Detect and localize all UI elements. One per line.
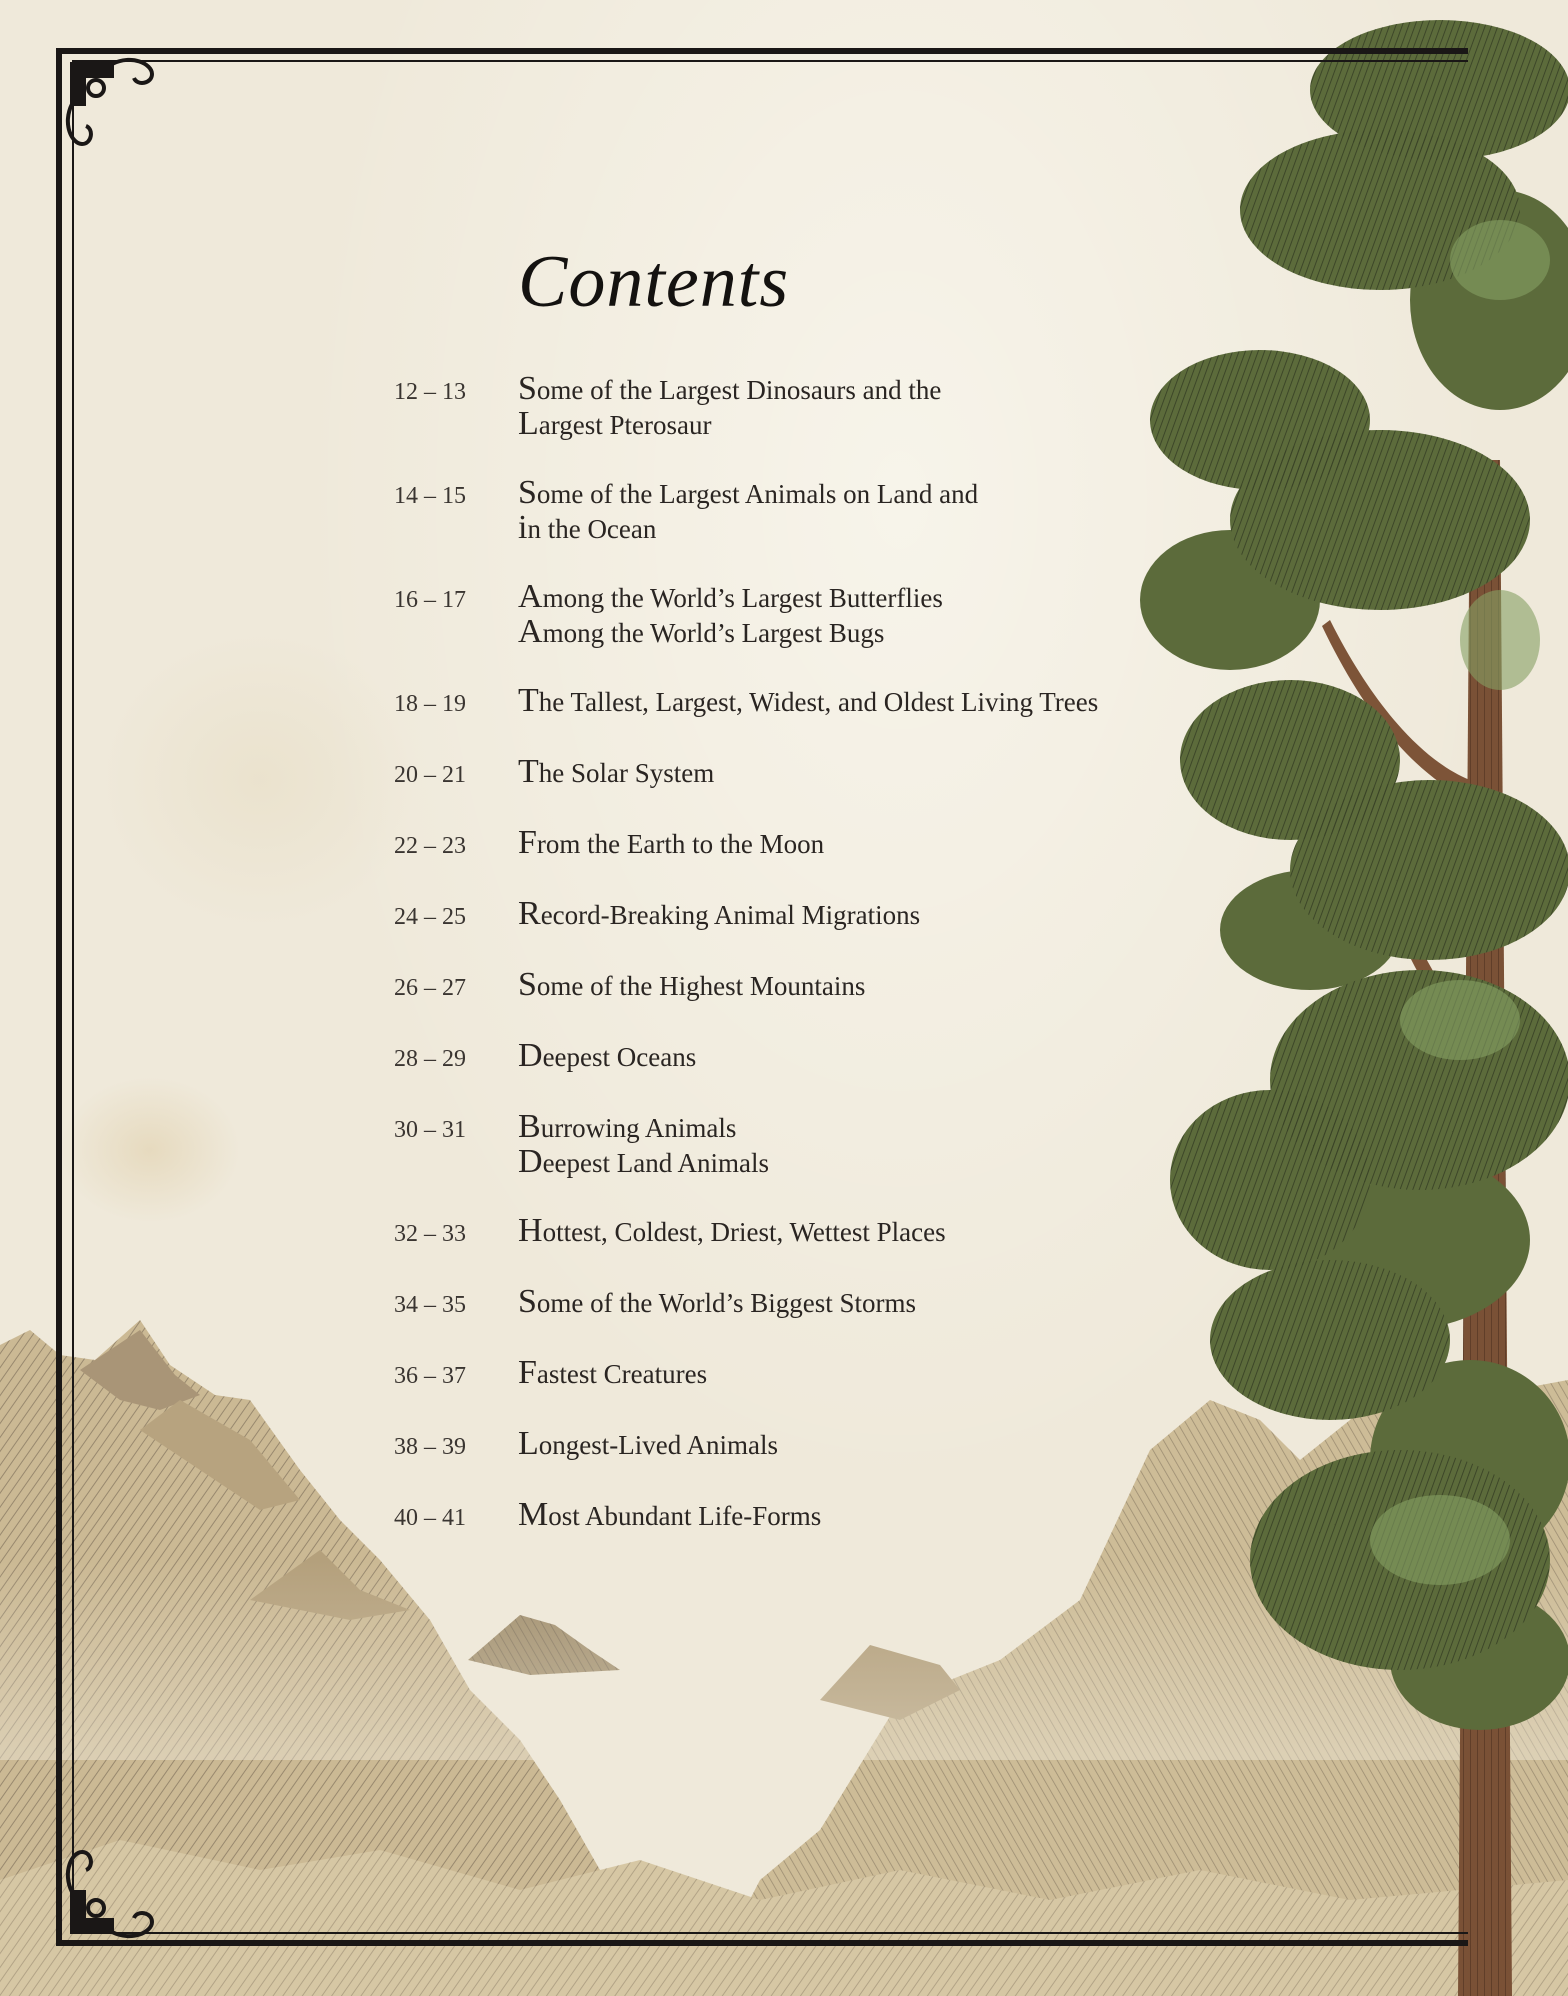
toc-page-range: 18 – 19	[394, 691, 466, 717]
table-of-contents	[394, 372, 1174, 1569]
toc-entry[interactable]	[394, 1285, 1174, 1322]
toc-title-line: Longest-Lived Animals	[518, 1425, 778, 1462]
toc-page-range: 34 – 35	[394, 1292, 466, 1318]
toc-title-line: Fastest Creatures	[518, 1354, 708, 1391]
toc-title-line: in the Ocean	[518, 509, 657, 546]
toc-entry[interactable]	[394, 684, 1174, 721]
toc-title-line: Some of the World’s Biggest Storms	[518, 1283, 916, 1320]
toc-entry[interactable]	[394, 1110, 1174, 1180]
toc-title-line: The Solar System	[518, 753, 715, 790]
toc-page-range: 20 – 21	[394, 762, 466, 788]
toc-title-line: Some of the Highest Mountains	[518, 966, 866, 1003]
toc-page-range: 28 – 29	[394, 1046, 466, 1072]
ornament-corner-top-left-icon	[52, 44, 172, 164]
toc-title-line: Some of the Largest Dinosaurs and the	[518, 370, 942, 407]
toc-entry[interactable]	[394, 968, 1174, 1005]
toc-page-range: 40 – 41	[394, 1505, 466, 1531]
toc-title-line: Hottest, Coldest, Driest, Wettest Places	[518, 1212, 946, 1249]
toc-title-line: Deepest Oceans	[518, 1037, 697, 1074]
toc-page-range: 14 – 15	[394, 483, 466, 509]
toc-title-line: Among the World’s Largest Bugs	[518, 613, 885, 650]
toc-page-range: 16 – 17	[394, 587, 466, 613]
toc-page-range: 22 – 23	[394, 833, 466, 859]
toc-title-line: Burrowing Animals	[518, 1108, 737, 1145]
toc-title-line: The Tallest, Largest, Widest, and Oldest Living Trees	[518, 682, 1099, 719]
toc-entry[interactable]	[394, 476, 1174, 546]
page-title: Contents	[518, 241, 790, 323]
toc-entry[interactable]	[394, 1498, 1174, 1535]
toc-title-line: Record-Breaking Animal Migrations	[518, 895, 921, 932]
toc-entry[interactable]	[394, 755, 1174, 792]
toc-title-line: Deepest Land Animals	[518, 1143, 770, 1180]
toc-page-range: 12 – 13	[394, 379, 466, 405]
toc-entry[interactable]	[394, 372, 1174, 442]
toc-page-range: 38 – 39	[394, 1434, 466, 1460]
toc-title-line: Among the World’s Largest Butterflies	[518, 578, 943, 615]
toc-page-range: 24 – 25	[394, 904, 466, 930]
toc-entry[interactable]	[394, 897, 1174, 934]
toc-page-range: 32 – 33	[394, 1221, 466, 1247]
toc-page-range: 30 – 31	[394, 1117, 466, 1143]
toc-entry[interactable]	[394, 1039, 1174, 1076]
toc-page-range: 26 – 27	[394, 975, 466, 1001]
toc-entry[interactable]	[394, 1214, 1174, 1251]
toc-entry[interactable]	[394, 826, 1174, 863]
toc-title-line: Some of the Largest Animals on Land and	[518, 474, 979, 511]
toc-page-range: 36 – 37	[394, 1363, 466, 1389]
toc-entry[interactable]	[394, 1356, 1174, 1393]
toc-entry[interactable]	[394, 580, 1174, 650]
toc-entry[interactable]	[394, 1427, 1174, 1464]
toc-title-line: Most Abundant Life-Forms	[518, 1496, 822, 1533]
toc-title-line: From the Earth to the Moon	[518, 824, 825, 861]
ornament-corner-bottom-left-icon	[52, 1832, 172, 1952]
toc-title-line: Largest Pterosaur	[518, 405, 712, 442]
